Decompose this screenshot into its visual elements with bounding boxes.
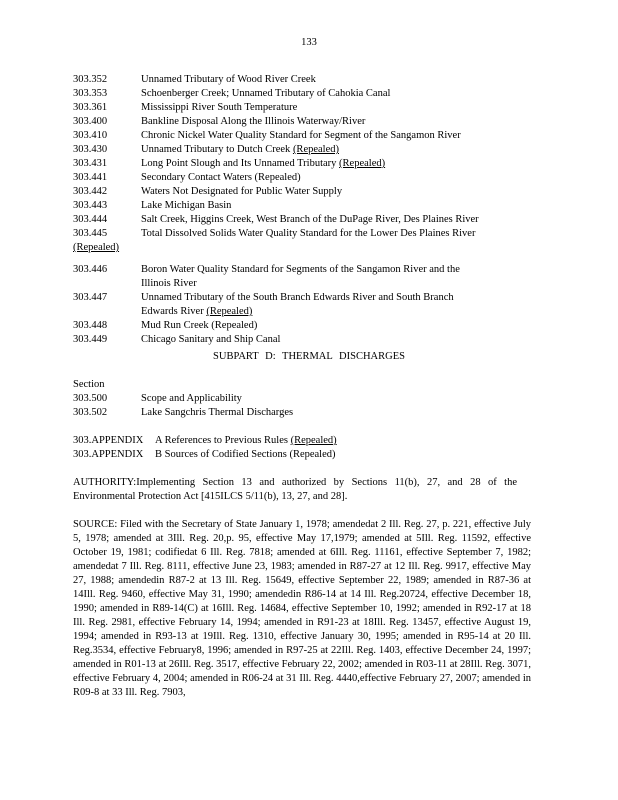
- appendix-title: [155, 434, 533, 448]
- section-title: [141, 143, 533, 157]
- subpart-c-section-list: [73, 73, 533, 347]
- section-number: 303.430: [73, 144, 108, 155]
- section-row: [73, 129, 533, 143]
- section-number: 303.353: [73, 88, 108, 99]
- section-title: Scope and Applicability: [141, 393, 242, 404]
- section-row: [73, 143, 533, 157]
- section-title: Chronic Nickel Water Quality Standard for Segment of the Sangamon River: [141, 130, 461, 141]
- section-row: [73, 87, 533, 101]
- repealed-note: (Repealed): [292, 144, 339, 155]
- section-title: [141, 157, 533, 171]
- section-row: [73, 171, 533, 185]
- subpart-heading: SUBPART D: THERMAL DISCHARGES: [213, 351, 405, 362]
- appendix-list: [73, 434, 533, 462]
- section-row: [73, 263, 533, 277]
- section-row: [73, 319, 533, 333]
- title-text: Edwards River: [141, 306, 207, 317]
- section-title: Mud Run Creek (Repealed): [141, 320, 258, 331]
- section-number: 303.442: [73, 186, 108, 197]
- section-label: Section: [73, 379, 105, 390]
- section-row: [73, 333, 533, 347]
- page-number: 133: [301, 37, 317, 48]
- title-text: Unnamed Tributary to Dutch Creek: [141, 144, 293, 155]
- appendix-number: 303.APPENDIX: [73, 449, 144, 460]
- section-row: [73, 227, 533, 241]
- section-title: Chicago Sanitary and Ship Canal: [141, 334, 281, 345]
- section-number: 303.431: [73, 158, 108, 169]
- section-number: 303.447: [73, 292, 108, 303]
- appendix-row: [73, 448, 533, 462]
- section-row: [73, 115, 533, 129]
- section-number: 303.445: [73, 228, 108, 239]
- section-row-continuation: [73, 241, 533, 255]
- section-row: [73, 406, 533, 420]
- section-row: [73, 185, 533, 199]
- section-title: Waters Not Designated for Public Water Supply: [141, 186, 343, 197]
- section-title: Lake Michigan Basin: [141, 200, 232, 211]
- section-title: Unnamed Tributary of the South Branch Edwards River and South Branch: [141, 292, 454, 303]
- section-number: 303.400: [73, 116, 108, 127]
- repealed-note: (Repealed): [73, 242, 120, 253]
- section-row: [73, 101, 533, 115]
- section-number: 303.502: [73, 407, 108, 418]
- title-text: Long Point Slough and Its Unnamed Tributary: [141, 158, 340, 169]
- section-number: 303.446: [73, 264, 108, 275]
- section-number: 303.448: [73, 320, 108, 331]
- appendix-number: 303.APPENDIX: [73, 435, 144, 446]
- section-number: 303.352: [73, 74, 108, 85]
- subpart-d-section-list: [73, 378, 533, 420]
- section-title: Schoenberger Creek; Unnamed Tributary of Cahokia Canal: [141, 88, 391, 99]
- section-row: [73, 291, 533, 305]
- section-title: Secondary Contact Waters (Repealed): [141, 172, 301, 183]
- section-number: 303.410: [73, 130, 108, 141]
- source-paragraph: SOURCE: Filed with the Secretary of State January 1, 1978; amendedat 2 Ill. Reg. 27, p. 221, effective July 5, 1978; amended at 3Ill. Reg. 20,p. 95, effective May 17,1979; amended at 5Ill. Reg. 11592, effective October 19, 1981; codifiedat 6 Ill. Reg. 7818; amended at 6Ill. Reg. 11161, effective September 7, 1982; amendedat 7 Ill. Reg. 8111, effective June 23, 1983; amended in R87-27 at 12 Ill. Reg. 9917, effective May 27, 1988; amendedin R87-2 at 13 Ill. Reg. 15649, effective September 22, 1989; amended in R87-36 at 14Ill. Reg. 9460, effective May 31, 1990; amendedin R86-14 at 14 Ill. Reg.20724, effective December 18, 1990; amended in R89-14(C) at 16Ill. Reg. 14684, effective September 10, 1992; amended in R92-17 at 18 Ill. Reg. 2981, effective February 14, 1994; amended in R91-23 at 18Ill. Reg. 13457, effective August 19, 1994; amended in R93-13 at 19Ill. Reg. 1310, effective January 30, 1995; amended in R95-14 at 20 Ill. Reg.3534, effective February8, 1996; amended in R97-25 at 22Ill. Reg. 1403, effective December 24, 1997; amended in R01-13 at 26Ill. Reg. 3517, effective February 22, 2002; amended in R03-11 at 28Ill. Reg. 3071, effective February 4, 2004; amended in R06-24 at 31 Ill. Reg. 4440,effective February 27, 2007; amended in R09-8 at 33 Ill. Reg. 7903,: [73, 519, 531, 698]
- section-row: [73, 213, 533, 227]
- section-number: 303.443: [73, 200, 108, 211]
- repealed-note: (Repealed): [206, 306, 253, 317]
- section-title: Boron Water Quality Standard for Segments of the Sangamon River and the: [141, 264, 460, 275]
- section-row: [73, 157, 533, 171]
- section-number: 303.444: [73, 214, 108, 225]
- section-title: Unnamed Tributary of Wood River Creek: [141, 74, 316, 85]
- section-title: Bankline Disposal Along the Illinois Waterway/River: [141, 116, 366, 127]
- title-text: A References to Previous Rules: [155, 435, 291, 446]
- section-number: 303.449: [73, 334, 108, 345]
- repealed-note: (Repealed): [339, 158, 386, 169]
- authority-paragraph: AUTHORITY:Implementing Section 13 and authorized by Sections 11(b), 27, and 28 of the Environmental Protection Act [415ILCS 5/11(b), 13, 27, and 28].: [73, 477, 517, 502]
- appendix-title: B Sources of Codified Sections (Repealed): [155, 449, 336, 460]
- section-title: Mississippi River South Temperature: [141, 102, 298, 113]
- section-row: [73, 392, 533, 406]
- repealed-note: (Repealed): [290, 435, 337, 446]
- section-row: [73, 73, 533, 87]
- section-number: 303.500: [73, 393, 108, 404]
- section-title: Salt Creek, Higgins Creek, West Branch of the DuPage River, Des Plaines River: [141, 214, 479, 225]
- section-number: 303.361: [73, 102, 108, 113]
- section-title: Total Dissolved Solids Water Quality Standard for the Lower Des Plaines River: [141, 228, 476, 239]
- section-number: 303.441: [73, 172, 108, 183]
- section-title-continuation: [73, 305, 533, 319]
- section-title: Lake Sangchris Thermal Discharges: [141, 407, 294, 418]
- section-title-continuation: Illinois River: [141, 278, 197, 289]
- appendix-row: [73, 434, 533, 448]
- section-row: [73, 199, 533, 213]
